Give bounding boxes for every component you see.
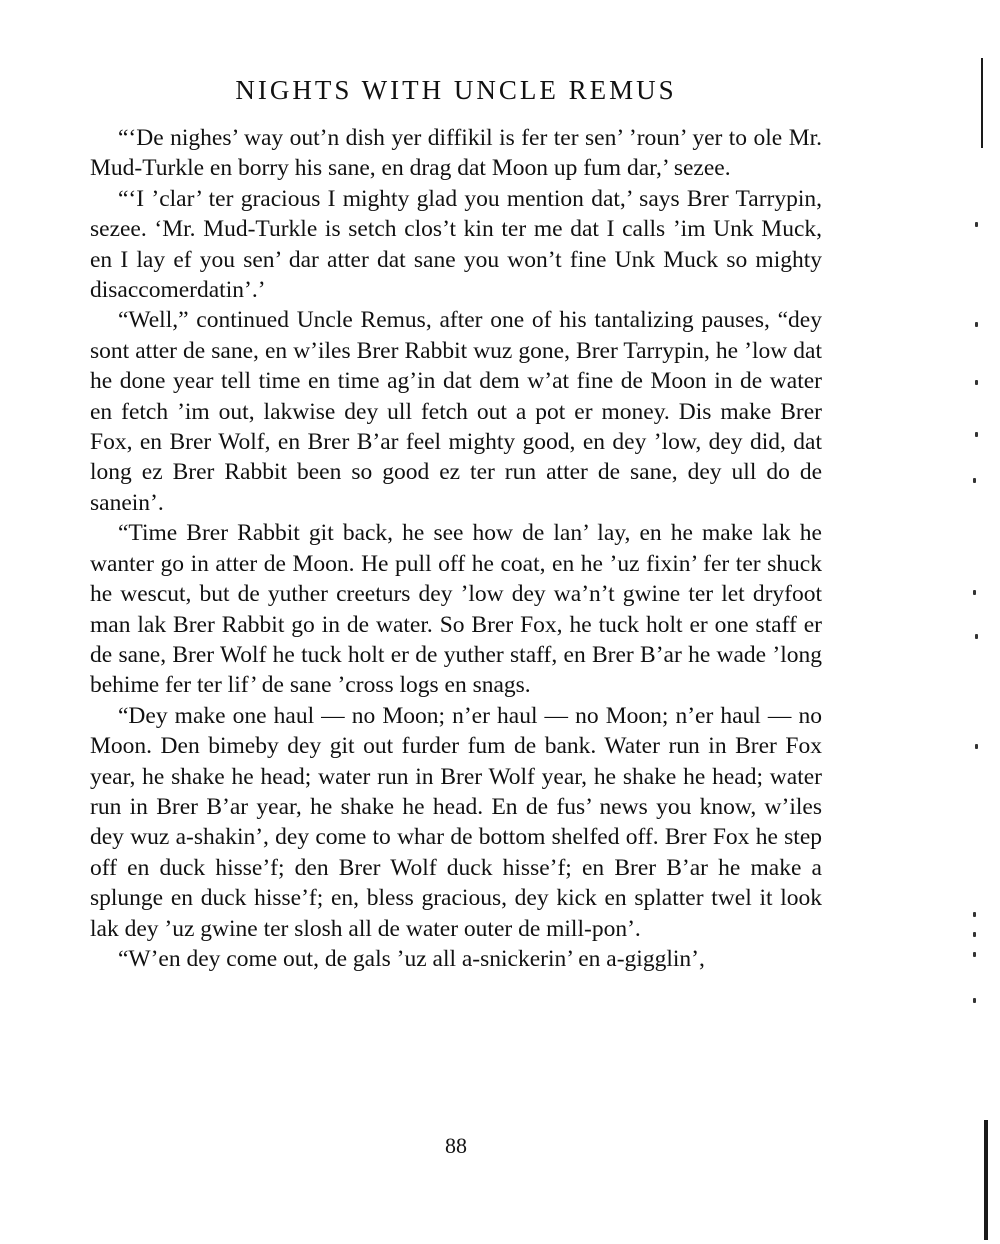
scan-edge-marks: [960, 0, 1000, 1244]
paragraph-4: “Time Brer Rabbit git back, he see how de lan’ lay, en he make lak he wanter go in atter de Moon. He pull off he coat, en he ’uz fixin’ fer ter shuck he wescut, but de yuther creeturs dey ’low dey wa’n’t gwine ter let dryfoot man lak Brer Rabbit go in de water. So Brer Fox, he tuck holt er one staff er de sane, Brer Wolf he tuck holt er de yuther staff, en Brer B’ar he wade ’long behime fer ter lif’ de sane ’cross logs en snags.: [90, 520, 822, 699]
paragraph-5: “Dey make one haul — no Moon; n’er haul — no Moon; n’er haul — no Moon. Den bimeby dey git out furder fum de bank. Water run in Brer Fox year, he shake he head; water run in Brer Wolf year, he shake he head; water run in Brer B’ar year, he shake he head. En de fus’ news you know, w’iles dey wuz a-shakin’, dey come to whar de bottom shelfed off. Brer Fox he step off en duck hisse’f; den Brer Wolf duck hisse’f; en Brer B’ar he make a splunge en duck hisse’f; en, bless gracious, dey kick en splatter twel it look lak dey ’uz gwine ter slosh all de water outer de mill-pon’.: [90, 702, 822, 942]
paragraph-2: “‘I ’clar’ ter gracious I mighty glad you mention dat,’ says Brer Tarrypin, sezee. ‘Mr. Mud-Turkle is setch clos’t kin ter me dat I calls ’im Unk Muck, en I lay ef you sen’ dar atter dat sane you won’t fine Unk Muck so mighty disaccomerdatin’.’: [90, 185, 822, 304]
running-head: NIGHTS WITH UNCLE REMUS: [235, 75, 677, 105]
paragraph-3: “Well,” continued Uncle Remus, after one of his tantalizing pauses, “dey sont atter de sane, en w’iles Brer Rabbit wuz gone, Brer Tarrypin, he ’low dat he done year tell time en time ag’in dat dem w’at fine de Moon in de water en fetch ’im out, lakwise dey ull fetch out a pot er money. Dis make Brer Fox, en Brer Wolf, en Brer B’ar feel mighty good, en dey ’low, dey did, dat long ez Brer Rabbit been so good ez ter run atter de sane, dey ull do de sanein’.: [90, 307, 822, 516]
body-text: [90, 123, 822, 974]
paragraph-6: “W’en dey come out, de gals ’uz all a-snickerin’ en a-gigglin’,: [118, 945, 705, 972]
page-number: 88: [445, 1133, 467, 1158]
paragraph-1: “‘De nighes’ way out’n dish yer diffikil is fer ter sen’ ’roun’ yer to ole Mr. Mud-Turkle en borry his sane, en drag dat Moon up fum dar,’ sezee.: [90, 125, 822, 182]
